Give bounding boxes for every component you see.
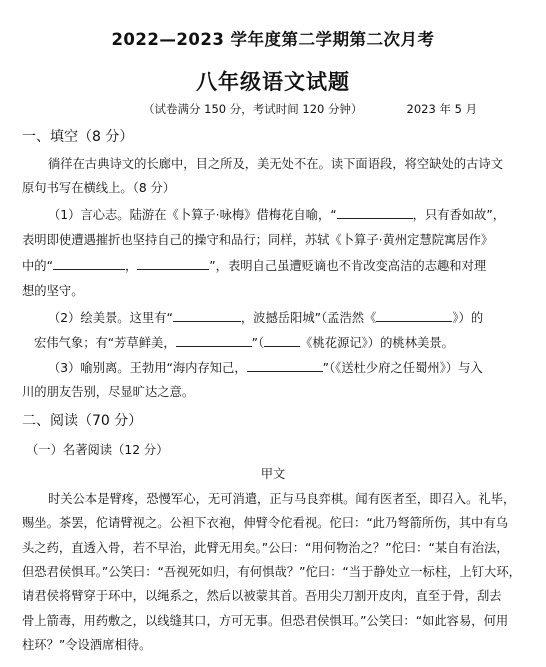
- passage-line: 请君侯将臂穿于环中，以绳系之，然后以被蒙其首。吾用尖刀割开皮肉，直至于骨，刮去: [22, 589, 502, 603]
- section1-intro-line1: 徜徉在古典诗文的长廊中，目之所及，美无处不在。读下面语段，将空缺处的古诗文: [48, 157, 503, 171]
- q3-line2: 川的朋友告别，尽显旷达之意。: [22, 385, 195, 399]
- answer-blank[interactable]: [264, 333, 300, 347]
- passage-line: 时关公本是臂疼，恐慢军心，无可消遣，正与马良弈棋。闻有医者至，即召入。礼毕，: [48, 492, 516, 506]
- exam-meta: [143, 101, 477, 117]
- score-time-note: （试卷满分 150 分，考试时间 120 分钟）: [143, 102, 363, 116]
- section-heading-reading: 二、阅读（70 分）: [22, 413, 143, 429]
- q1-line1: （1）言心志。陆游在《卜算子·咏梅》借梅花自喻，“ ，只有香如故”，: [48, 203, 505, 227]
- passage-line: 但恐君侯惧耳。”公笑曰：“吾视死如归，有何惧哉？”佗曰：“当于静处立一标柱，上钉大环，: [22, 565, 521, 579]
- q2-line1: （2）绘美景。这里有“ ，波撼岳阳城”（孟浩然《 》）的: [48, 306, 483, 330]
- section-heading-fill: 一、填空（8 分）: [22, 129, 134, 145]
- answer-blank[interactable]: [176, 333, 252, 347]
- q1-line3: 中的“ ， ”，表明自己虽遭贬谪也不肯改变高洁的志趣和对理: [22, 254, 486, 278]
- paper-title: 八年级语文试题: [196, 70, 350, 94]
- answer-blank[interactable]: [173, 308, 241, 322]
- subsection-heading-classics: （一）名著阅读（12 分）: [26, 443, 169, 457]
- answer-blank[interactable]: [53, 256, 125, 270]
- section1-intro-line2: 原句书写在横线上。（8 分）: [22, 181, 176, 195]
- exam-date: 2023 年 5 月: [406, 102, 478, 116]
- answer-blank[interactable]: [137, 256, 209, 270]
- answer-blank[interactable]: [247, 358, 323, 372]
- answer-blank[interactable]: [376, 308, 452, 322]
- passage-line: 柱环？”令设酒席相待。: [22, 638, 152, 652]
- q2-line2: 宏伟气象；有“芳草鲜美， ”（ 《桃花源记》）的桃林美景。: [34, 331, 454, 355]
- passage-line: 头之药，直透入骨，若不早治，此臂无用矣。”公曰：“用何物治之？”佗曰：“某自有治法，: [22, 541, 509, 555]
- q1-line2: 表明即使遭遇摧折也坚持自己的操守和品行；同样，苏轼《卜算子·黄州定慧院寓居作》: [22, 233, 494, 247]
- answer-blank[interactable]: [337, 205, 413, 219]
- exam-title: 2022—2023 学年度第二学期第二次月考: [111, 30, 435, 49]
- q3-line1: （3）喻别离。王勃用“海内存知己， ”（《送杜少府之任蜀州》）与入: [48, 356, 483, 380]
- q1-line4: 想的坚守。: [22, 284, 84, 298]
- passage-title: 甲文: [260, 467, 286, 481]
- passage-line: 骨上箭毒，用药敷之，以线缝其口，方可无事。但恐君侯惧耳。”公笑曰：“如此容易，何用: [22, 614, 509, 628]
- passage-line: 赐坐。茶罢，佗请臂视之。公袒下衣袍，伸臂令佗看视。佗曰：“此乃弩箭所伤，其中有乌: [22, 516, 508, 530]
